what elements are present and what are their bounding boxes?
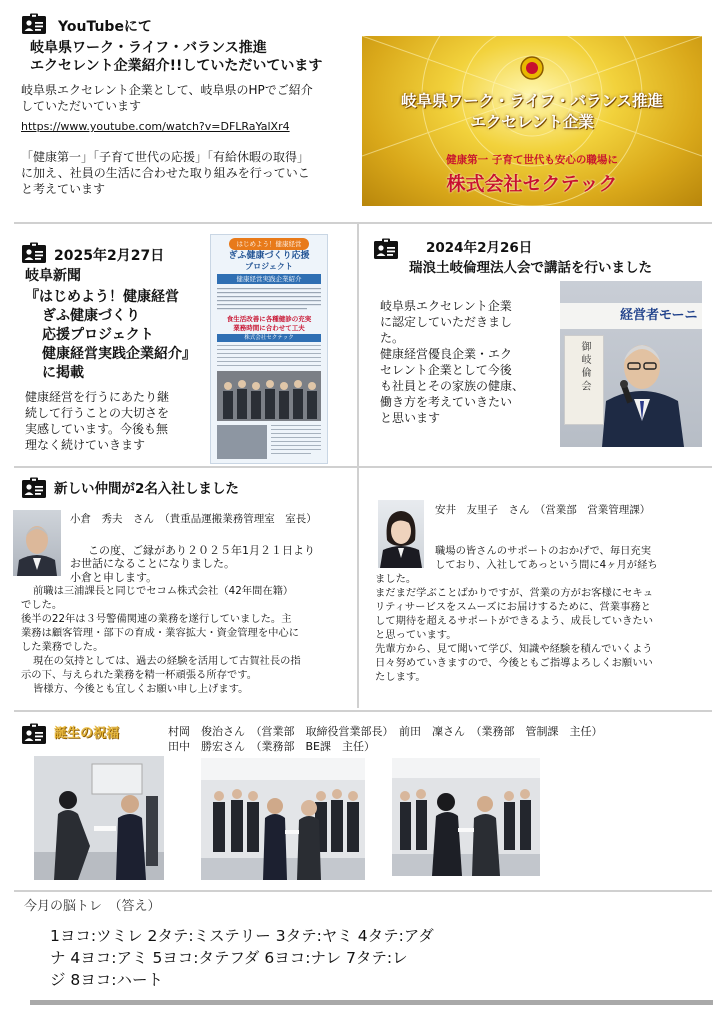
youtube-body-5: と考えています — [21, 182, 106, 196]
lecture-photo — [560, 281, 702, 447]
clip-title: ぎふ健康づくり応援 — [228, 251, 310, 261]
clip-tag: 健康経営実践企業紹介 — [236, 275, 302, 283]
lecture-title: 瑞浪土岐倫理法人会で講話を行いました — [409, 260, 652, 276]
excellent-company-banner — [362, 36, 702, 206]
yasui-line-5: リティサービスをスムーズにお届けするために、営業事務と — [375, 601, 651, 613]
news-title-1: 『はじめよう！健康経営 — [25, 289, 179, 305]
clip-article-body — [217, 345, 321, 461]
lecture-body-8: と思います — [380, 411, 441, 425]
divider — [357, 468, 359, 708]
youtube-heading-2: 岐阜県ワーク・ライフ・バランス推進 — [30, 40, 267, 56]
id-card-icon — [21, 477, 47, 499]
id-card-icon — [21, 723, 47, 745]
ogura-line-7: 業務は顧客管理・部下の育成・業容拡大・資金管理を中心に — [21, 627, 300, 639]
divider — [14, 222, 712, 224]
birthday-photo-1 — [34, 756, 164, 880]
banner-title-2: エクセレント企業 — [470, 113, 594, 131]
banner-subtitle: 健康第一 子育て世代も安心の職場に — [446, 154, 618, 166]
ogura-portrait — [13, 510, 61, 576]
birthday-line-2: 田中 勝宏さん （業務部 BE課 主任） — [168, 740, 375, 753]
speaker-figure — [560, 281, 702, 447]
ogura-figure — [13, 510, 61, 576]
youtube-body-1: 岐阜県エクセレント企業として、岐阜県のHPでご紹介 — [21, 83, 313, 97]
ogura-name: 小倉 秀夫 さん （貴重品運搬業務管理室 室長） — [70, 513, 317, 525]
clip-top-label: はじめよう！健康経営 — [236, 240, 302, 248]
yasui-line-3: ました。 — [375, 573, 417, 585]
lecture-body-1: 岐阜県エクセレント企業 — [380, 299, 512, 313]
yasui-figure — [378, 500, 424, 568]
id-card-icon — [21, 13, 47, 35]
banner-company: 株式会社セクテック — [446, 173, 618, 195]
yasui-portrait — [378, 500, 424, 568]
youtube-link[interactable]: https://www.youtube.com/watch?v=DFLRaYalXr4 — [21, 120, 290, 133]
ogura-line-4: 前職は三浦課長と同じでセコム株式会社（42年間在籍） — [33, 585, 294, 597]
yasui-line-1: 職場の皆さんのサポートのおかげで、毎日充実 — [435, 545, 652, 557]
birthday-photo-3 — [392, 758, 540, 876]
lecture-body-3: た。 — [380, 331, 405, 345]
news-title-3: 応援プロジェクト — [42, 327, 154, 343]
news-title-2: ぎふ健康づくり — [42, 308, 140, 324]
ogura-line-6: 後半の22年は３号警備関連の業務を遂行していました。主 — [21, 613, 292, 625]
clip-text-lines — [217, 287, 321, 317]
news-title-5: に掲載 — [42, 365, 84, 381]
news-body-1: 健康経営を行うにあたり継 — [25, 390, 170, 404]
divider — [14, 710, 712, 712]
news-body-2: 続して行うことの大切さを — [25, 406, 170, 420]
birthday-scene-3 — [392, 758, 540, 876]
youtube-body-4: に加え、社員の生活に合わせた取り組みを行っていこ — [21, 166, 310, 180]
lecture-banner-text: 経営者モーニ — [620, 308, 698, 323]
yasui-line-6: して期待を超えるサポートができるよう、成長していきたい — [375, 615, 654, 627]
newspaper-clipping — [210, 234, 328, 464]
ogura-line-5: でした。 — [21, 599, 63, 611]
id-card-icon — [21, 242, 47, 264]
footer-bar — [30, 1000, 713, 1005]
yasui-line-9: 日々努めていきますので、今後ともご指導よろしくお願いい — [375, 657, 653, 669]
divider — [14, 890, 712, 892]
divider — [357, 224, 359, 466]
id-card-icon — [373, 238, 399, 260]
news-paper: 岐阜新聞 — [25, 268, 81, 284]
ogura-line-2: お世話になることになりました。 — [70, 557, 235, 570]
ogura-line-10: 示の下、与えられた業務を精一杯頑張る所存です。 — [21, 669, 258, 681]
yasui-line-2: しており、入社してあっという間に4ヶ月が経ち — [435, 559, 658, 571]
birthday-scene-2 — [201, 758, 365, 880]
lecture-body-2: に認定していただきまし — [380, 315, 513, 329]
lecture-body-6: も社員とその家族の健康、 — [380, 379, 525, 393]
news-body-4: 理なく続けていきます — [25, 438, 146, 452]
yasui-line-7: と思っています。 — [375, 629, 457, 641]
quiz-heading: 今月の脳トレ （答え） — [24, 899, 161, 914]
lecture-date: 2024年2月26日 — [426, 240, 533, 256]
quiz-line-3: ジ 8ヨコ:ハート — [50, 971, 164, 989]
ogura-line-9: 現在の気持としては、過去の経験を活用して古賀社長の指 — [33, 655, 301, 667]
yasui-line-10: たします。 — [375, 671, 426, 683]
youtube-body-2: していただいています — [21, 99, 142, 113]
clip-headline: 食生活改善に各種健診の充実 — [226, 315, 312, 323]
news-title-4: 健康経営実践企業紹介』 — [42, 346, 196, 362]
birthday-heading: 誕生の祝福 — [54, 726, 120, 741]
clip-headline-2: 業務時間に合わせて工夫 — [233, 324, 305, 332]
ogura-line-1: この度、ご縁があり２０２５年1月２１日より — [88, 544, 315, 557]
divider — [14, 466, 712, 468]
youtube-body-3: 「健康第一」「子育て世代の応援」「有給休暇の取得」 — [21, 150, 310, 164]
clip-company: 株式会社セクテック — [244, 335, 294, 341]
new-members-heading: 新しい仲間が2名入社しました — [54, 481, 239, 497]
lecture-body-7: 働き方を考えていきたい — [380, 395, 513, 409]
birthday-scene-1 — [34, 756, 164, 880]
lecture-body-4: 健康経営優良企業・エク — [380, 347, 513, 361]
news-date: 2025年2月27日 — [54, 248, 165, 264]
birthday-photo-2 — [201, 758, 365, 880]
lecture-body-5: セレント企業として今後 — [380, 363, 512, 377]
quiz-line-1: 1ヨコ:ツミレ 2タテ:ミステリー 3タテ:ヤミ 4タテ:アダ — [50, 927, 434, 945]
quiz-line-2: ナ 4ヨコ:アミ 5ヨコ:タテフダ 6ヨコ:ナレ 7タテ:レ — [50, 949, 408, 967]
youtube-heading-3: エクセレント企業紹介!!していただいています — [30, 58, 323, 74]
banner-title-1: 岐阜県ワーク・ライフ・バランス推進 — [400, 92, 664, 110]
yasui-name: 安井 友里子 さん （営業部 営業管理課） — [435, 504, 651, 516]
lecture-stand-text: 御 岐 倫 会 — [579, 341, 590, 391]
clip-subtitle: プロジェクト — [245, 262, 293, 271]
ogura-line-11: 皆様方、今後とも宜しくお願い申し上げます。 — [33, 683, 249, 695]
yasui-line-8: 先輩方から、見て聞いて学び、知識や経験を積んでいくよう — [375, 643, 653, 655]
ogura-line-8: した業務でした。 — [21, 641, 104, 653]
birthday-line-1: 村岡 俊治さん （営業部 取締役営業部長） 前田 凜さん （業務部 管制課 主任） — [168, 725, 603, 738]
ogura-line-3: 小倉と申します。 — [70, 571, 158, 584]
yasui-line-4: まだまだ学ぶことばかりですが、営業の方がお客様にセキュ — [375, 587, 654, 599]
youtube-heading-1: YouTubeにて — [58, 19, 152, 35]
news-body-3: 実感しています。今後も無 — [25, 422, 169, 436]
